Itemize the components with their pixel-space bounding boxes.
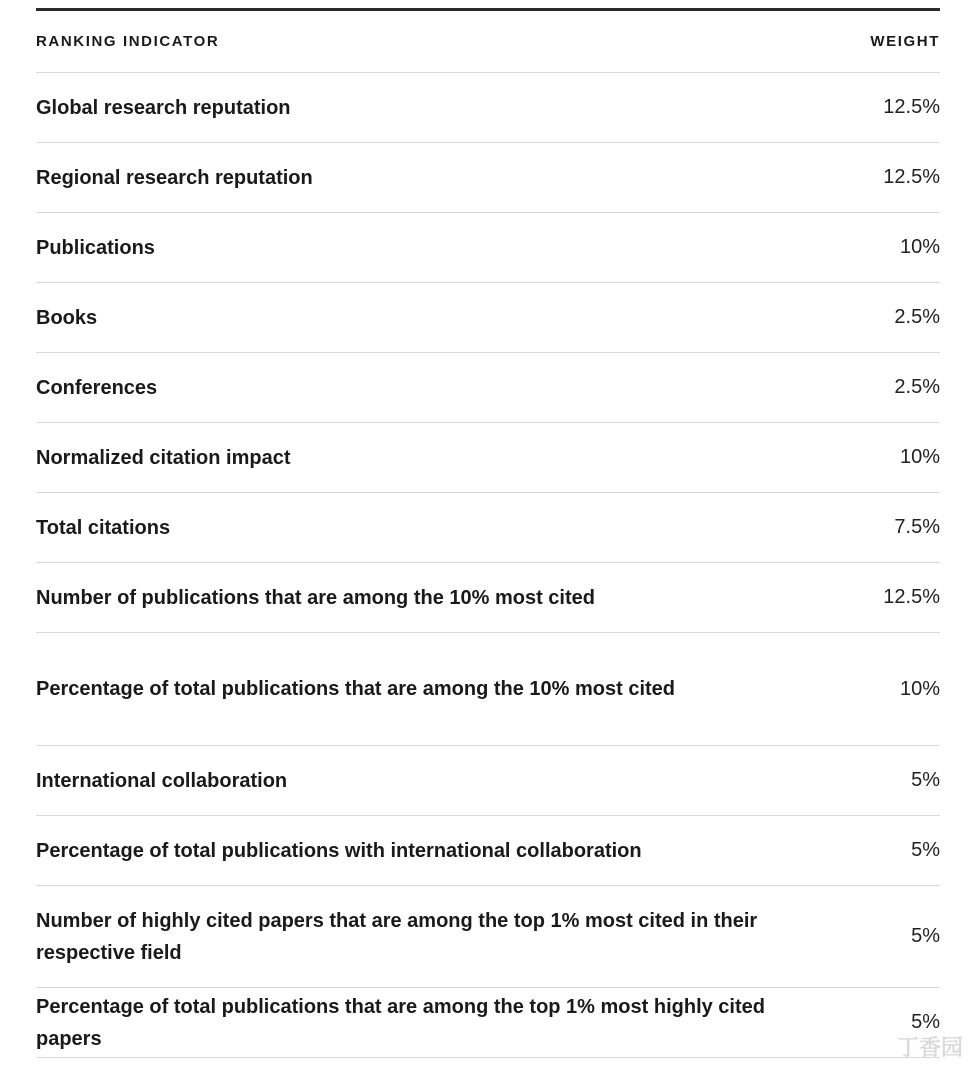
indicator-cell: Normalized citation impact	[36, 446, 291, 469]
indicator-cell: Number of publications that are among the 10% most cited	[36, 586, 595, 609]
weight-cell: 5%	[911, 1011, 940, 1033]
table-row	[36, 353, 940, 423]
indicator-cell: Percentage of total publications that are among the top 1% most highly cited papers	[36, 995, 765, 1050]
table-row	[36, 213, 940, 283]
table-header	[36, 11, 940, 73]
table-row	[36, 493, 940, 563]
weight-cell: 10%	[899, 236, 940, 258]
watermark-logo: 丁香园	[896, 1035, 963, 1060]
table-row	[36, 143, 940, 213]
weight-cell: 12.5%	[883, 166, 940, 188]
weight-cell: 12.5%	[883, 586, 940, 608]
ranking-table	[36, 8, 940, 1058]
indicator-cell: Percentage of total publications that are among the 10% most cited	[36, 678, 676, 700]
weight-cell: 5%	[911, 839, 940, 861]
table-row	[36, 423, 940, 493]
table-row	[36, 283, 940, 353]
weight-cell: 10%	[899, 446, 940, 468]
weight-cell: 2.5%	[894, 376, 940, 398]
weight-cell: 5%	[911, 769, 940, 791]
header-weight: WEIGHT	[870, 33, 940, 50]
table-row	[36, 988, 940, 1058]
indicator-cell: Books	[36, 306, 98, 329]
indicator-cell: Total citations	[36, 516, 171, 539]
indicator-cell: Number of highly cited papers that are among the top 1% most cited in their respective field	[36, 909, 758, 964]
table-row	[36, 633, 940, 746]
indicator-cell: Regional research reputation	[36, 166, 313, 189]
indicator-cell: International collaboration	[36, 769, 288, 792]
weight-cell: 10%	[899, 677, 940, 700]
weight-cell: 7.5%	[894, 516, 940, 538]
weight-cell: 12.5%	[883, 96, 940, 118]
weight-cell: 2.5%	[894, 306, 940, 328]
indicator-cell: Global research reputation	[36, 96, 291, 119]
header-indicator: RANKING INDICATOR	[36, 33, 220, 50]
table-row	[36, 816, 940, 886]
indicator-cell: Conferences	[36, 376, 158, 399]
indicator-cell: Percentage of total publications with international collaboration	[36, 839, 642, 862]
indicator-cell: Publications	[36, 236, 155, 259]
table-row	[36, 746, 940, 816]
table-row	[36, 73, 940, 143]
table-row	[36, 886, 940, 988]
table-row	[36, 563, 940, 633]
weight-cell: 5%	[911, 925, 940, 947]
